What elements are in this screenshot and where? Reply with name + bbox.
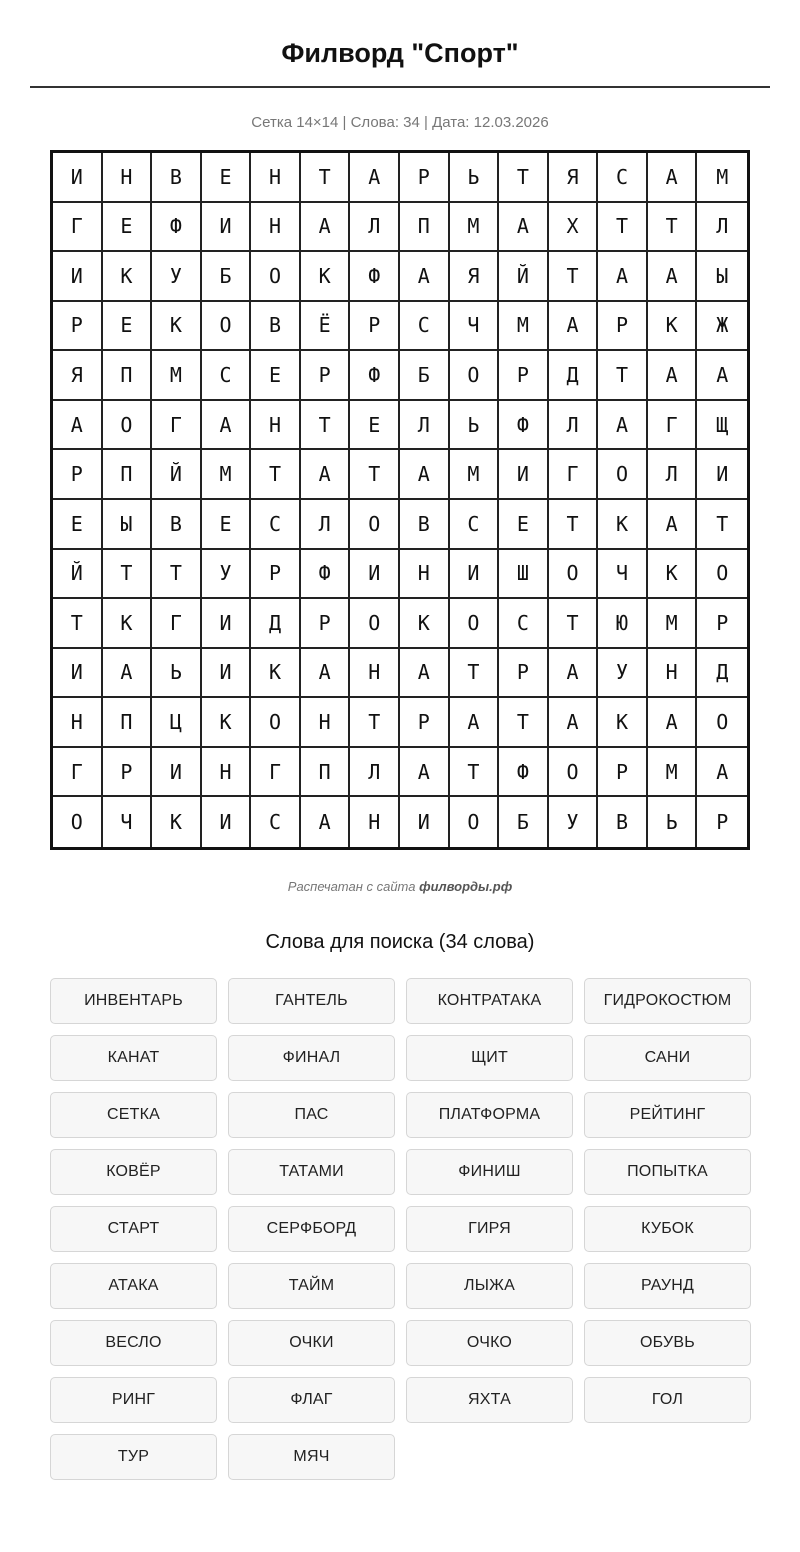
grid-cell[interactable]: Л bbox=[549, 401, 599, 451]
word-item: ВЕСЛО bbox=[50, 1320, 217, 1366]
grid-cell[interactable]: К bbox=[152, 302, 202, 352]
grid-cell[interactable]: Я bbox=[53, 351, 103, 401]
grid-cell[interactable]: И bbox=[450, 550, 500, 600]
grid-cell[interactable]: И bbox=[202, 797, 252, 847]
grid-cell[interactable]: А bbox=[549, 698, 599, 748]
grid-cell[interactable]: О bbox=[251, 252, 301, 302]
word-item: АТАКА bbox=[50, 1263, 217, 1309]
grid-cell[interactable]: Р bbox=[103, 748, 153, 798]
grid-cell[interactable]: Л bbox=[301, 500, 351, 550]
grid-cell[interactable]: Т bbox=[53, 599, 103, 649]
grid-cell[interactable]: Н bbox=[350, 797, 400, 847]
word-item: ГИДРОКОСТЮМ bbox=[584, 978, 751, 1024]
grid-cell[interactable]: Ю bbox=[598, 599, 648, 649]
puzzle-meta: Сетка 14×14 | Слова: 34 | Дата: 12.03.2026 bbox=[251, 114, 549, 131]
word-item: ТУР bbox=[50, 1434, 217, 1480]
grid-cell[interactable]: Т bbox=[648, 203, 698, 253]
grid-cell[interactable]: Л bbox=[350, 203, 400, 253]
grid-cell[interactable]: П bbox=[400, 203, 450, 253]
word-item: ОЧКИ bbox=[228, 1320, 395, 1366]
grid-cell[interactable]: П bbox=[301, 748, 351, 798]
grid-cell[interactable]: Р bbox=[598, 302, 648, 352]
grid-cell[interactable]: Ы bbox=[697, 252, 747, 302]
grid-cell[interactable]: Ь bbox=[152, 649, 202, 699]
grid-cell[interactable]: А bbox=[549, 649, 599, 699]
grid-cell[interactable]: Е bbox=[251, 351, 301, 401]
grid-cell[interactable]: Т bbox=[697, 500, 747, 550]
grid-cell[interactable]: А bbox=[301, 450, 351, 500]
words-heading: Слова для поиска (34 слова) bbox=[265, 931, 535, 953]
grid-cell[interactable]: К bbox=[103, 599, 153, 649]
grid-cell[interactable]: Т bbox=[301, 401, 351, 451]
grid-cell[interactable]: Т bbox=[251, 450, 301, 500]
word-item: РИНГ bbox=[50, 1377, 217, 1423]
grid-cell[interactable]: Л bbox=[648, 450, 698, 500]
grid-cell[interactable]: Д bbox=[251, 599, 301, 649]
grid-cell[interactable]: А bbox=[697, 351, 747, 401]
grid-cell[interactable]: Л bbox=[350, 748, 400, 798]
grid-cell[interactable]: А bbox=[648, 351, 698, 401]
grid-cell[interactable]: Ф bbox=[499, 748, 549, 798]
grid-cell[interactable]: Й bbox=[53, 550, 103, 600]
grid-cell[interactable]: П bbox=[103, 450, 153, 500]
grid-cell[interactable]: М bbox=[499, 302, 549, 352]
word-item: ПЛАТФОРМА bbox=[406, 1092, 573, 1138]
grid-cell[interactable]: Р bbox=[400, 698, 450, 748]
printed-from-prefix: Распечатан с сайта bbox=[287, 879, 420, 894]
grid-cell[interactable]: А bbox=[598, 252, 648, 302]
grid-cell[interactable]: И bbox=[400, 797, 450, 847]
grid-cell[interactable]: С bbox=[400, 302, 450, 352]
grid-cell[interactable]: А bbox=[400, 450, 450, 500]
grid-cell[interactable]: Л bbox=[400, 401, 450, 451]
grid-cell[interactable]: Ж bbox=[697, 302, 747, 352]
grid-cell[interactable]: О bbox=[350, 500, 400, 550]
grid-cell[interactable]: Р bbox=[499, 649, 549, 699]
grid-cell[interactable]: Н bbox=[53, 698, 103, 748]
grid-cell[interactable]: К bbox=[598, 500, 648, 550]
word-item: ЯХТА bbox=[406, 1377, 573, 1423]
grid-cell[interactable]: А bbox=[400, 649, 450, 699]
word-list bbox=[50, 978, 750, 1480]
grid-cell[interactable]: О bbox=[697, 550, 747, 600]
grid-cell[interactable]: А bbox=[301, 649, 351, 699]
grid-cell[interactable]: Т bbox=[103, 550, 153, 600]
grid-cell[interactable]: А bbox=[697, 748, 747, 798]
word-item: ТАЙМ bbox=[228, 1263, 395, 1309]
grid-cell[interactable]: А bbox=[598, 401, 648, 451]
grid-cell[interactable]: К bbox=[152, 797, 202, 847]
grid-cell[interactable]: Ш bbox=[499, 550, 549, 600]
grid-cell[interactable]: К bbox=[301, 252, 351, 302]
grid-cell[interactable]: И bbox=[202, 203, 252, 253]
grid-cell[interactable]: Г bbox=[549, 450, 599, 500]
grid-cell[interactable]: И bbox=[350, 550, 400, 600]
grid-cell[interactable]: Е bbox=[53, 500, 103, 550]
word-item: ТАТАМИ bbox=[228, 1149, 395, 1195]
grid-cell[interactable]: Е bbox=[350, 401, 400, 451]
grid-cell[interactable]: В bbox=[598, 797, 648, 847]
grid-cell[interactable]: У bbox=[152, 252, 202, 302]
word-item: ФЛАГ bbox=[228, 1377, 395, 1423]
grid-cell[interactable]: И bbox=[53, 649, 103, 699]
grid-cell[interactable]: Г bbox=[53, 203, 103, 253]
grid-cell[interactable]: Т bbox=[598, 351, 648, 401]
grid-cell[interactable]: Т bbox=[549, 500, 599, 550]
grid-cell[interactable]: О bbox=[251, 698, 301, 748]
word-item: КУБОК bbox=[584, 1206, 751, 1252]
grid-cell[interactable]: У bbox=[202, 550, 252, 600]
grid-cell[interactable]: Й bbox=[152, 450, 202, 500]
grid-cell[interactable]: К bbox=[648, 302, 698, 352]
word-item: ПОПЫТКА bbox=[584, 1149, 751, 1195]
grid-cell[interactable]: Ц bbox=[152, 698, 202, 748]
grid-cell[interactable]: Ь bbox=[450, 153, 500, 203]
grid-cell[interactable]: Ф bbox=[301, 550, 351, 600]
grid-cell[interactable]: Е bbox=[202, 500, 252, 550]
grid-cell[interactable]: А bbox=[549, 302, 599, 352]
grid-cell[interactable]: Р bbox=[53, 302, 103, 352]
word-item: СЕРФБОРД bbox=[228, 1206, 395, 1252]
word-item: ЛЫЖА bbox=[406, 1263, 573, 1309]
grid-cell[interactable]: Ф bbox=[350, 351, 400, 401]
grid-cell[interactable]: В bbox=[251, 302, 301, 352]
word-item: МЯЧ bbox=[228, 1434, 395, 1480]
grid-cell[interactable]: Т bbox=[350, 698, 400, 748]
grid-cell[interactable]: Т bbox=[549, 599, 599, 649]
grid-cell[interactable]: Н bbox=[301, 698, 351, 748]
grid-cell[interactable]: Г bbox=[53, 748, 103, 798]
grid-cell[interactable]: А bbox=[103, 649, 153, 699]
grid-cell[interactable]: К bbox=[202, 698, 252, 748]
grid-cell[interactable]: Ы bbox=[103, 500, 153, 550]
grid-cell[interactable]: С bbox=[251, 500, 301, 550]
grid-cell[interactable]: О bbox=[53, 797, 103, 847]
grid-cell[interactable]: П bbox=[103, 698, 153, 748]
grid-cell[interactable]: Н bbox=[400, 550, 450, 600]
grid-cell[interactable]: И bbox=[697, 450, 747, 500]
grid-cell[interactable]: М bbox=[450, 203, 500, 253]
grid-cell[interactable]: И bbox=[53, 252, 103, 302]
grid-cell[interactable]: П bbox=[103, 351, 153, 401]
grid-cell[interactable]: О bbox=[450, 599, 500, 649]
grid-cell[interactable]: Г bbox=[152, 401, 202, 451]
letter-grid bbox=[50, 150, 750, 850]
word-item: ОБУВЬ bbox=[584, 1320, 751, 1366]
grid-cell[interactable]: А bbox=[400, 748, 450, 798]
grid-cell[interactable]: О bbox=[549, 748, 599, 798]
grid-cell[interactable]: Д bbox=[697, 649, 747, 699]
grid-cell[interactable]: Н bbox=[251, 153, 301, 203]
grid-cell[interactable]: А bbox=[301, 797, 351, 847]
grid-cell[interactable]: И bbox=[202, 649, 252, 699]
grid-cell[interactable]: А bbox=[648, 252, 698, 302]
grid-cell[interactable]: Ф bbox=[499, 401, 549, 451]
grid-cell[interactable]: Т bbox=[450, 649, 500, 699]
grid-cell[interactable]: Т bbox=[152, 550, 202, 600]
grid-cell[interactable]: Н bbox=[648, 649, 698, 699]
page-title: Филворд "Спорт" bbox=[281, 38, 519, 68]
grid-cell[interactable]: Т bbox=[499, 153, 549, 203]
word-item: ФИНАЛ bbox=[228, 1035, 395, 1081]
grid-cell[interactable]: Р bbox=[697, 599, 747, 649]
grid-cell[interactable]: Х bbox=[549, 203, 599, 253]
grid-cell[interactable]: В bbox=[400, 500, 450, 550]
word-item: ИНВЕНТАРЬ bbox=[50, 978, 217, 1024]
grid-cell[interactable]: Н bbox=[202, 748, 252, 798]
grid-cell[interactable]: О bbox=[697, 698, 747, 748]
word-item: ПАС bbox=[228, 1092, 395, 1138]
grid-cell[interactable]: М bbox=[450, 450, 500, 500]
grid-cell[interactable]: Ч bbox=[450, 302, 500, 352]
grid-cell[interactable]: Я bbox=[450, 252, 500, 302]
grid-cell[interactable]: Щ bbox=[697, 401, 747, 451]
grid-cell[interactable]: И bbox=[499, 450, 549, 500]
grid-cell[interactable]: Т bbox=[499, 698, 549, 748]
grid-cell[interactable]: А bbox=[301, 203, 351, 253]
grid-cell[interactable]: Н bbox=[350, 649, 400, 699]
grid-cell[interactable]: У bbox=[549, 797, 599, 847]
grid-cell[interactable]: К bbox=[251, 649, 301, 699]
grid-cell[interactable]: А bbox=[350, 153, 400, 203]
word-item: КАНАТ bbox=[50, 1035, 217, 1081]
grid-cell[interactable]: Е bbox=[499, 500, 549, 550]
grid-cell[interactable]: Е bbox=[103, 302, 153, 352]
word-item: ГОЛ bbox=[584, 1377, 751, 1423]
grid-cell[interactable]: Т bbox=[549, 252, 599, 302]
grid-cell[interactable]: Т bbox=[450, 748, 500, 798]
grid-cell[interactable]: Д bbox=[549, 351, 599, 401]
grid-cell[interactable]: О bbox=[103, 401, 153, 451]
grid-cell[interactable]: Е bbox=[202, 153, 252, 203]
grid-cell[interactable]: А bbox=[648, 698, 698, 748]
grid-cell[interactable]: И bbox=[202, 599, 252, 649]
grid-cell[interactable]: А bbox=[450, 698, 500, 748]
grid-cell[interactable]: С bbox=[598, 153, 648, 203]
grid-cell[interactable]: Я bbox=[549, 153, 599, 203]
grid-cell[interactable]: В bbox=[152, 500, 202, 550]
grid-cell[interactable]: А bbox=[648, 500, 698, 550]
grid-cell[interactable]: К bbox=[648, 550, 698, 600]
title-divider bbox=[30, 86, 770, 88]
grid-cell[interactable]: К bbox=[598, 698, 648, 748]
grid-cell[interactable]: С bbox=[202, 351, 252, 401]
grid-cell[interactable]: Ч bbox=[103, 797, 153, 847]
grid-cell[interactable]: Р bbox=[301, 599, 351, 649]
word-item: РАУНД bbox=[584, 1263, 751, 1309]
grid-cell[interactable]: Ё bbox=[301, 302, 351, 352]
grid-cell[interactable]: С bbox=[251, 797, 301, 847]
word-item: ФИНИШ bbox=[406, 1149, 573, 1195]
grid-cell[interactable]: Ь bbox=[450, 401, 500, 451]
grid-cell[interactable]: М bbox=[202, 450, 252, 500]
word-item: ГАНТЕЛЬ bbox=[228, 978, 395, 1024]
grid-cell[interactable]: А bbox=[648, 153, 698, 203]
grid-cell[interactable]: У bbox=[598, 649, 648, 699]
grid-cell[interactable]: А bbox=[53, 401, 103, 451]
grid-cell[interactable]: А bbox=[400, 252, 450, 302]
grid-cell[interactable]: О bbox=[202, 302, 252, 352]
grid-cell[interactable]: О bbox=[598, 450, 648, 500]
grid-cell[interactable]: Р bbox=[251, 550, 301, 600]
grid-cell[interactable]: О bbox=[450, 351, 500, 401]
grid-cell[interactable]: О bbox=[450, 797, 500, 847]
grid-cell[interactable]: К bbox=[103, 252, 153, 302]
word-item: ОЧКО bbox=[406, 1320, 573, 1366]
word-item: ГИРЯ bbox=[406, 1206, 573, 1252]
printed-from-note bbox=[0, 877, 800, 897]
grid-cell[interactable]: С bbox=[450, 500, 500, 550]
grid-cell[interactable]: О bbox=[549, 550, 599, 600]
grid-cell[interactable]: Н bbox=[251, 203, 301, 253]
grid-cell[interactable]: Н bbox=[251, 401, 301, 451]
grid-cell[interactable]: Б bbox=[202, 252, 252, 302]
grid-cell[interactable]: Г bbox=[152, 599, 202, 649]
word-item: САНИ bbox=[584, 1035, 751, 1081]
word-item: СТАРТ bbox=[50, 1206, 217, 1252]
grid-cell[interactable]: Р bbox=[598, 748, 648, 798]
source-site: филворды.рф bbox=[419, 879, 513, 894]
grid-cell[interactable]: А bbox=[499, 203, 549, 253]
grid-cell[interactable]: Н bbox=[103, 153, 153, 203]
grid-cell[interactable]: Т bbox=[350, 450, 400, 500]
grid-cell[interactable]: Й bbox=[499, 252, 549, 302]
grid-cell[interactable]: Ч bbox=[598, 550, 648, 600]
grid-cell[interactable]: М bbox=[648, 599, 698, 649]
word-item: СЕТКА bbox=[50, 1092, 217, 1138]
grid-cell[interactable]: Р bbox=[716, 810, 729, 835]
grid-cell[interactable]: Т bbox=[598, 203, 648, 253]
grid-cell[interactable]: Р bbox=[301, 351, 351, 401]
grid-cell[interactable]: С bbox=[499, 599, 549, 649]
grid-cell[interactable]: Ф bbox=[350, 252, 400, 302]
grid-cell[interactable]: Р bbox=[499, 351, 549, 401]
grid-cell[interactable]: Р bbox=[53, 450, 103, 500]
word-item: РЕЙТИНГ bbox=[584, 1092, 751, 1138]
grid-cell[interactable]: Г bbox=[648, 401, 698, 451]
grid-cell[interactable]: О bbox=[350, 599, 400, 649]
grid-cell[interactable]: Р bbox=[400, 153, 450, 203]
grid-cell[interactable]: М bbox=[697, 153, 747, 203]
word-item: ЩИТ bbox=[406, 1035, 573, 1081]
grid-cell[interactable]: В bbox=[152, 153, 202, 203]
grid-cell[interactable]: К bbox=[400, 599, 450, 649]
grid-cell[interactable]: И bbox=[53, 153, 103, 203]
grid-cell[interactable]: Г bbox=[251, 748, 301, 798]
grid-cell[interactable]: Ь bbox=[648, 797, 698, 847]
grid-cell[interactable]: Л bbox=[697, 203, 747, 253]
grid-cell[interactable]: Б bbox=[499, 797, 549, 847]
grid-cell[interactable]: И bbox=[152, 748, 202, 798]
grid-cell[interactable]: Б bbox=[400, 351, 450, 401]
grid-cell[interactable]: Е bbox=[103, 203, 153, 253]
grid-cell[interactable]: М bbox=[152, 351, 202, 401]
grid-cell[interactable]: Т bbox=[301, 153, 351, 203]
word-item: КОВЁР bbox=[50, 1149, 217, 1195]
grid-cell[interactable]: Ф bbox=[152, 203, 202, 253]
grid-cell[interactable]: М bbox=[648, 748, 698, 798]
grid-cell[interactable]: А bbox=[202, 401, 252, 451]
word-item: КОНТРАТАКА bbox=[406, 978, 573, 1024]
grid-cell[interactable]: Р bbox=[350, 302, 400, 352]
